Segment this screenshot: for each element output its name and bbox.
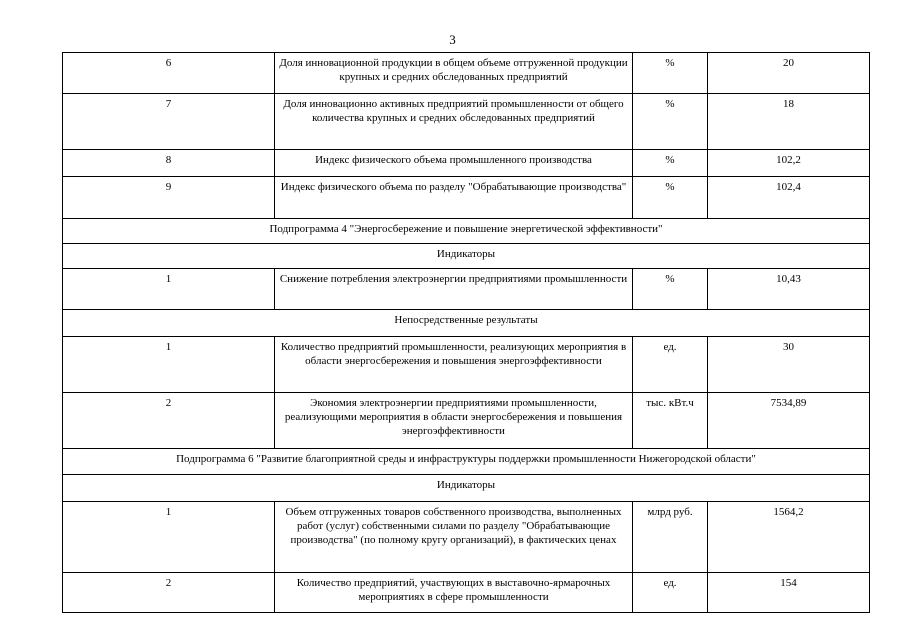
table-row xyxy=(63,393,870,449)
unit: млрд руб. xyxy=(633,502,708,573)
subprogram-heading: Подпрограмма 4 "Энергосбережение и повышение энергетической эффективности" xyxy=(63,219,870,244)
unit: тыс. кВт.ч xyxy=(633,393,708,449)
row-number: 1 xyxy=(63,269,275,310)
value: 20 xyxy=(708,53,870,94)
table-row xyxy=(63,53,870,94)
unit: % xyxy=(633,177,708,219)
indicator-name: Снижение потребления электроэнергии предприятиями промышленности xyxy=(275,269,633,310)
value: 1564,2 xyxy=(708,502,870,573)
indicator-name: Количество предприятий промышленности, реализующих мероприятия в области энергосбережения и повышения энергоэффективности xyxy=(275,337,633,393)
row-number: 1 xyxy=(63,502,275,573)
indicator-name: Доля инновационной продукции в общем объеме отгруженной продукции крупных и средних обследованных предприятий xyxy=(275,53,633,94)
indicator-name: Доля инновационно активных предприятий промышленности от общего количества крупных и средних обследованных предприятий xyxy=(275,94,633,150)
unit: ед. xyxy=(633,573,708,613)
unit: % xyxy=(633,150,708,177)
indicator-name: Объем отгруженных товаров собственного производства, выполненных работ (услуг) собственными силами по разделу "Обрабатывающие производства" (по полному кругу организаций), в фактических ценах xyxy=(275,502,633,573)
row-number: 6 xyxy=(63,53,275,94)
unit: % xyxy=(633,94,708,150)
indicator-name: Индекс физического объема промышленного производства xyxy=(275,150,633,177)
indicators-heading: Индикаторы xyxy=(63,475,870,502)
indicator-name: Экономия электроэнергии предприятиями промышленности, реализующими мероприятия в области энергосбережения и повышения энергоэффективности xyxy=(275,393,633,449)
value: 154 xyxy=(708,573,870,613)
row-number: 7 xyxy=(63,94,275,150)
table-row xyxy=(63,177,870,219)
section-row xyxy=(63,449,870,475)
row-number: 8 xyxy=(63,150,275,177)
unit: % xyxy=(633,269,708,310)
table-row xyxy=(63,269,870,310)
value: 30 xyxy=(708,337,870,393)
value: 7534,89 xyxy=(708,393,870,449)
table-row xyxy=(63,573,870,613)
indicator-name: Количество предприятий, участвующих в выставочно-ярмарочных мероприятиях в сфере промышленности xyxy=(275,573,633,613)
row-number: 2 xyxy=(63,573,275,613)
section-row xyxy=(63,310,870,337)
subprogram-heading: Подпрограмма 6 "Развитие благоприятной среды и инфраструктуры поддержки промышленности Нижегородской области" xyxy=(63,449,870,475)
indicator-name: Индекс физического объема по разделу "Обрабатывающие производства" xyxy=(275,177,633,219)
row-number: 1 xyxy=(63,337,275,393)
indicators-heading: Индикаторы xyxy=(63,244,870,269)
value: 10,43 xyxy=(708,269,870,310)
value: 102,4 xyxy=(708,177,870,219)
table-row xyxy=(63,94,870,150)
row-number: 2 xyxy=(63,393,275,449)
unit: ед. xyxy=(633,337,708,393)
page-number: 3 xyxy=(449,32,456,47)
section-row xyxy=(63,244,870,269)
results-heading: Непосредственные результаты xyxy=(63,310,870,337)
table-row xyxy=(63,150,870,177)
section-row xyxy=(63,219,870,244)
row-number: 9 xyxy=(63,177,275,219)
value: 18 xyxy=(708,94,870,150)
unit: % xyxy=(633,53,708,94)
table-row xyxy=(63,337,870,393)
table-row xyxy=(63,502,870,573)
value: 102,2 xyxy=(708,150,870,177)
section-row xyxy=(63,475,870,502)
indicators-table xyxy=(62,52,870,613)
